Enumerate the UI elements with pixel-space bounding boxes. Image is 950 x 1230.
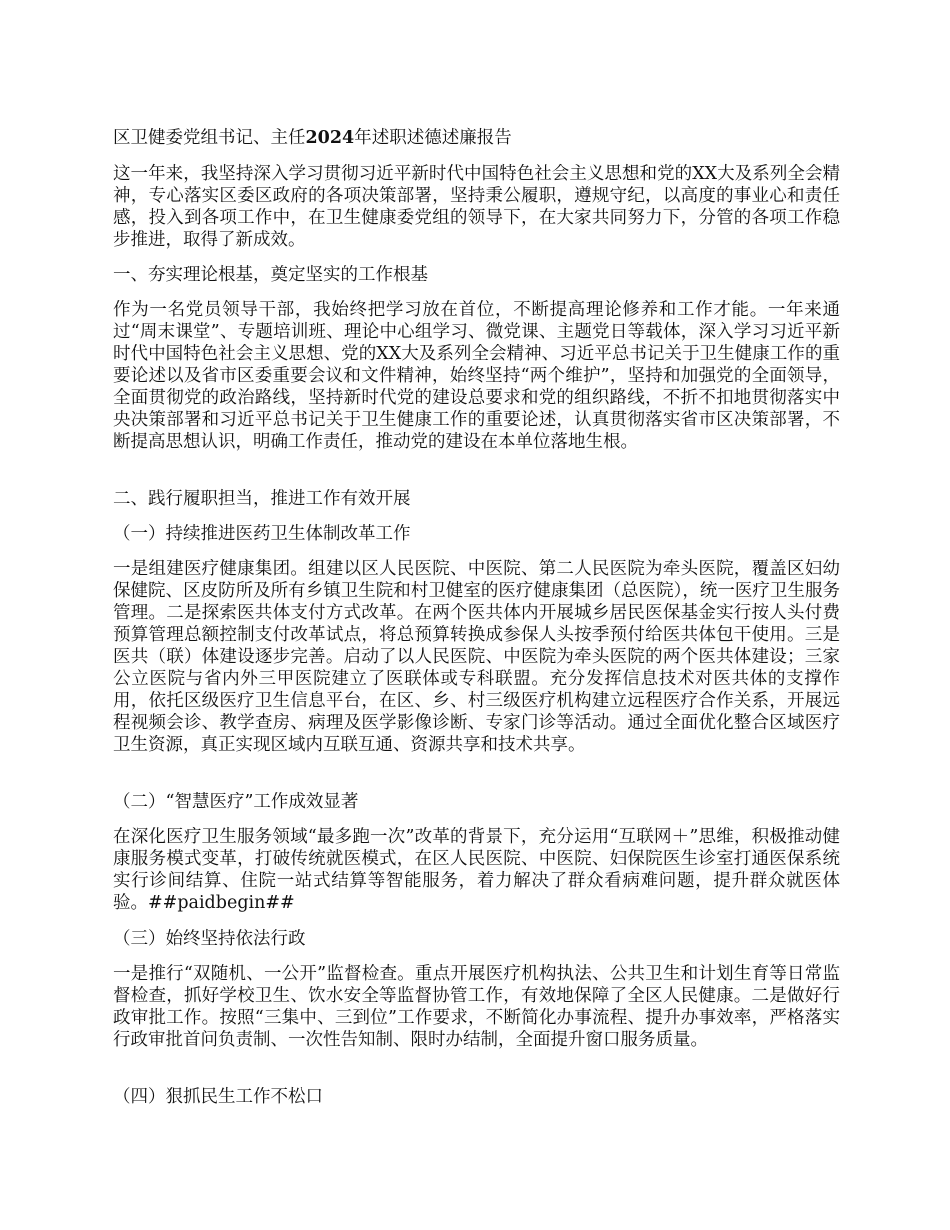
subsection-1-paragraph: 一是组建医疗健康集团。组建以区人民医院、中医院、第二人民医院为牵头医院，覆盖区妇幼保健院、区皮防所及所有乡镇卫生院和村卫健室的医疗健康集团（总医院），统一医疗卫生服务管理。二是探索医共体支付方式改革。在两个医共体内开展城乡居民医保基金实行按人头付费预算管理总额控制支付改革试点，将总预算转换成参保人头按季预付给医共体包干使用。三是医共（联）体建设逐步完善。启动了以人民医院、中医院为牵头医院的两个医共体建设；三家公立医院与省内外三甲医院建立了医联体或专科联盟。充分发挥信息技术对医共体的支撑作用，依托区级医疗卫生信息平台，在区、乡、村三级医疗机构建立远程医疗合作关系，开展远程视频会诊、教学查房、病理及医学影像诊断、专家门诊等活动。通过全面优化整合区域医疗卫生资源，真正实现区域内互联互通、资源共享和技术共享。 (113, 559, 840, 755)
section-heading-2: 二、践行履职担当，推进工作有效开展 (113, 489, 411, 509)
title-prefix: 区卫健委党组书记、主任 (113, 128, 306, 148)
subsection-2-paragraph: 在深化医疗卫生服务领域“最多跑一次”改革的背景下，充分运用“互联网＋”思维，积极推动健康服务模式变革，打破传统就医模式，在区人民医院、中医院、妇保院医生诊室打通医保系统实行诊间结算、住院一站式结算等智能服务，着力解决了群众看病难问题，提升群众就医体验。##paidbegin## (113, 827, 840, 913)
title-year: 2024 (305, 128, 355, 148)
subsection-heading-3: （三）始终坚持依法行政 (113, 929, 306, 949)
document-title (113, 127, 840, 149)
intro-paragraph: 这一年来，我坚持深入学习贯彻习近平新时代中国特色社会主义思想和党的XX大及系列全会精神，专心落实区委区政府的各项决策部署，坚持秉公履职，遵规守纪，以高度的事业心和责任感，投入到各项工作中，在卫生健康委党组的领导下，在大家共同努力下，分管的各项工作稳步推进，取得了新成效。 (113, 164, 840, 250)
subsection-heading-1: （一）持续推进医药卫生体制改革工作 (113, 524, 411, 544)
section-1-paragraph: 作为一名党员领导干部，我始终把学习放在首位，不断提高理论修养和工作才能。一年来通过“周末课堂”、专题培训班、理论中心组学习、微党课、主题党日等载体，深入学习习近平新时代中国特色社会主义思想、党的XX大及系列全会精神、习近平总书记关于卫生健康工作的重要论述以及省市区委重要会议和文件精神，始终坚持“两个维护”，坚持和加强党的全面领导，全面贯彻党的政治路线，坚持新时代党的建设总要求和党的组织路线，不折不扣地贯彻落实中央决策部署和习近平总书记关于卫生健康工作的重要论述，认真贯彻落实省市区决策部署，不断提高思想认识，明确工作责任，推动党的建设在本单位落地生根。 (113, 300, 840, 452)
subsection-heading-2: （二）“智慧医疗”工作成效显著 (113, 792, 359, 812)
section-heading-1: 一、夯实理论根基，奠定坚实的工作根基 (113, 265, 428, 285)
subsection-heading-4: （四）狠抓民生工作不松口 (113, 1087, 323, 1107)
title-suffix: 年述职述德述廉报告 (354, 128, 512, 148)
subsection-3-paragraph: 一是推行“双随机、一公开”监督检查。重点开展医疗机构执法、公共卫生和计划生育等日常监督检查，抓好学校卫生、饮水安全等监督协管工作，有效地保障了全区人民健康。二是做好行政审批工作。按照“三集中、三到位”工作要求，不断简化办事流程、提升办事效率，严格落实行政审批首问负责制、一次性告知制、限时办结制，全面提升窗口服务质量。 (113, 964, 840, 1050)
